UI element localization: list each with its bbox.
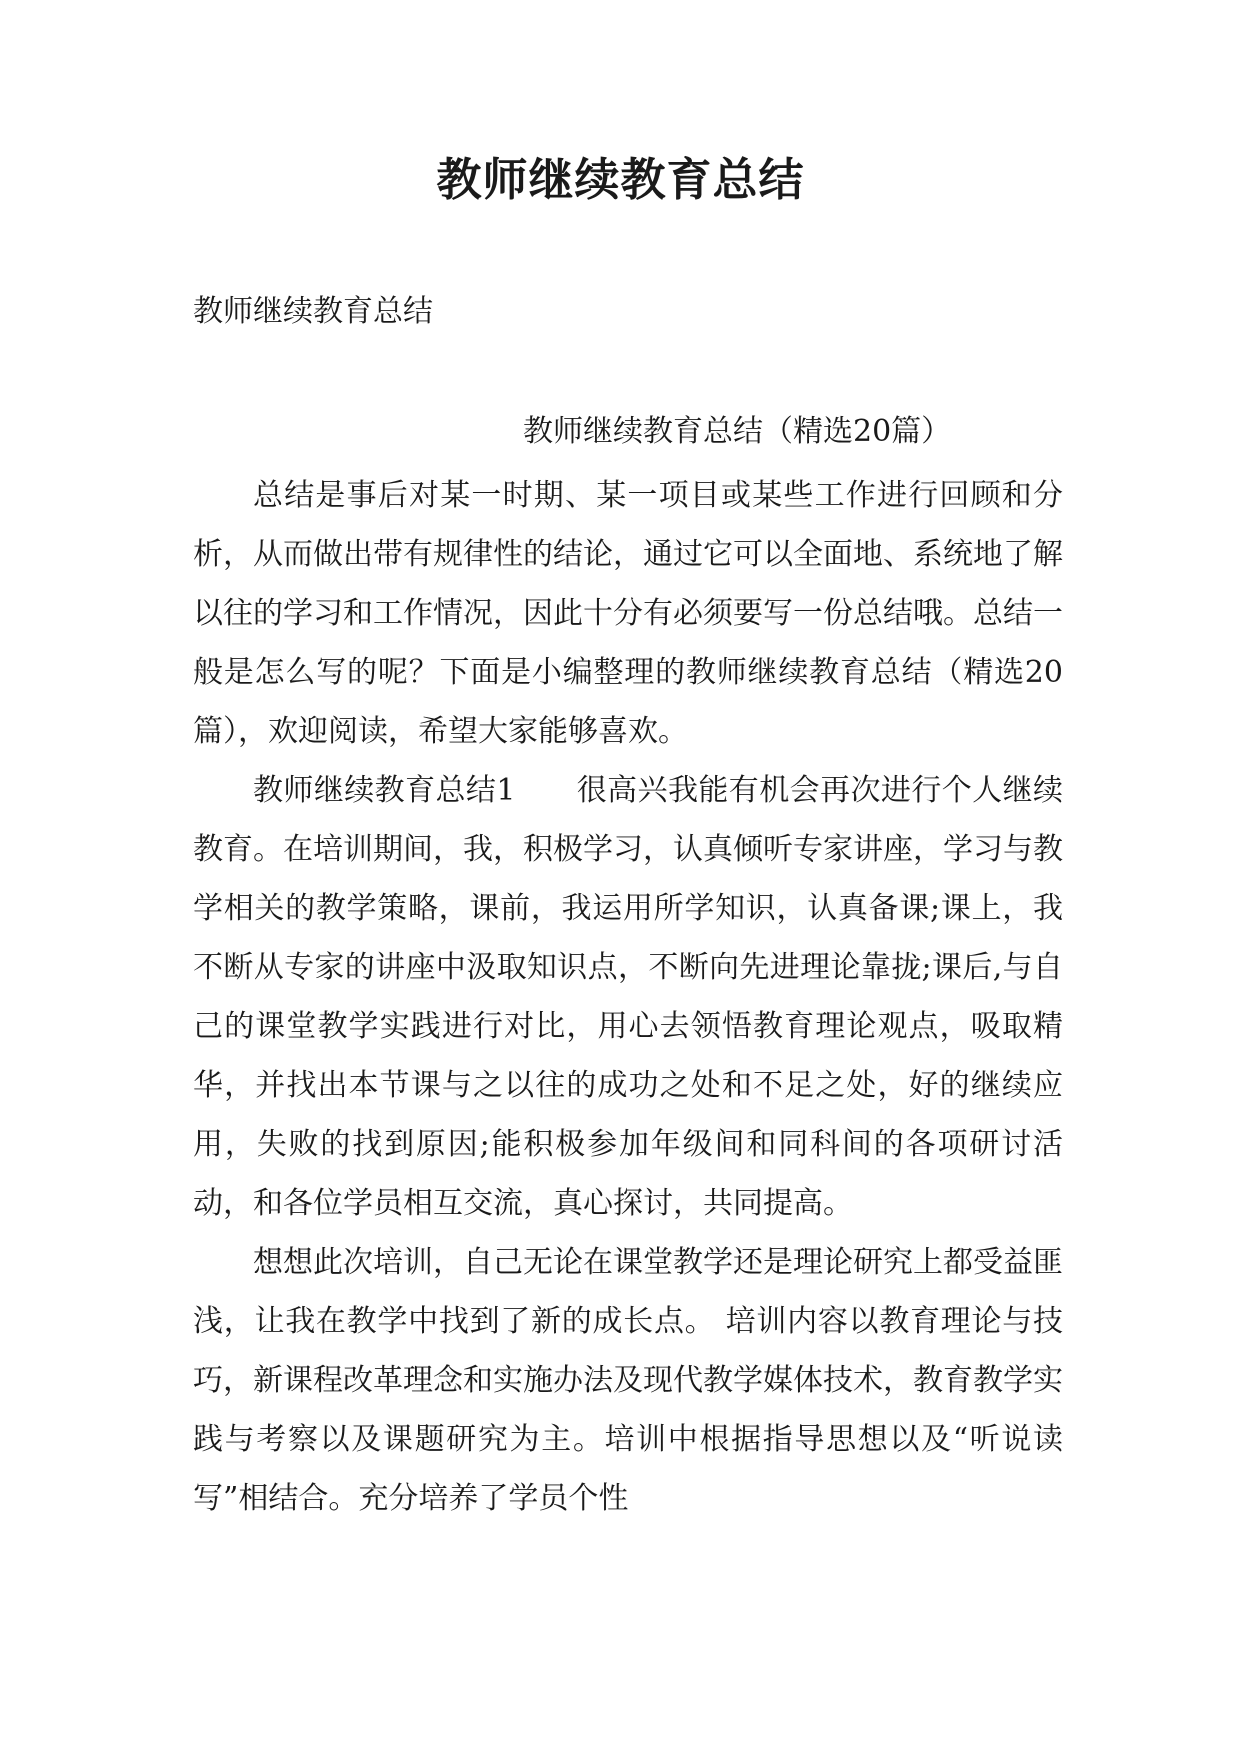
paragraph-intro: 总结是事后对某一时期、某一项目或某些工作进行回顾和分析，从而做出带有规律性的结论，通过它可以全面地、系统地了解以往的学习和工作情况，因此十分有必须要写一份总结哦。总结一般是怎么写的呢？下面是小编整理的教师继续教育总结（精选20篇），欢迎阅读，希望大家能够喜欢。 (193, 478, 1063, 749)
paragraph-summary-1: 教师继续教育总结1 很高兴我能有机会再次进行个人继续教育。在培训期间，我，积极学习，认真倾听专家讲座，学习与教学相关的教学策略，课前，我运用所学知识，认真备课;课上，我不断从专家的讲座中汲取知识点，不断向先进理论靠拢;课后,与自己的课堂教学实践进行对比，用心去领悟教育理论观点，吸取精华，并找出本节课与之以往的成功之处和不足之处，好的继续应用，失败的找到原因;能积极参加年级间和同科间的各项研讨活动，和各位学员相互交流，真心探讨，共同提高。 (193, 773, 1063, 1221)
document-body (193, 466, 1063, 1528)
document-subtitle: 教师继续教育总结 (193, 294, 433, 329)
paragraph-training-reflection: 想想此次培训，自己无论在课堂教学还是理论研究上都受益匪浅，让我在教学中找到了新的成长点。 培训内容以教育理论与技巧，新课程改革理念和实施办法及现代教学媒体技术，教育教学实践与考察以及课题研究为主。培训中根据指导思想以及“听说读写”相结合。充分培养了学员个性 (193, 1245, 1063, 1516)
selection-heading: 教师继续教育总结（精选20篇） (523, 414, 952, 449)
document-title: 教师继续教育总结 (436, 153, 805, 206)
